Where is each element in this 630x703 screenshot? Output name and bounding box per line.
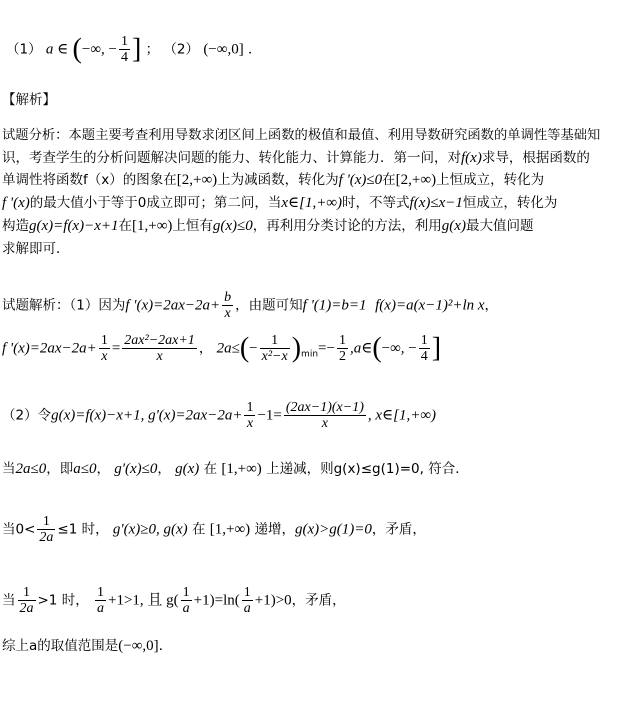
part1-label: （1） [6,41,42,58]
part2-label: （2） [163,41,200,58]
solution-line-7: 综上a的取值范围是(−∞,0]． [2,638,173,654]
fraction-1-over-a: $\frac{1}{a}$ [97,585,104,616]
solution-line-1: 试题解析：（1）因为f '(x)=2ax−2a+ $\frac{b}{x}$ ，由题可知f '(1)=b=1 f(x)=a(x−1)²+ln x， [2,290,499,321]
fraction-1-over-a-2: $\frac{1}{a}$ [182,585,190,616]
fraction-factored: $\frac{(2ax-1)(x-1)}{x}$ [285,400,364,431]
fraction-one-quarter: $\frac{1}{4}$ [121,34,128,65]
fraction-1-over-2a: $\frac{1}{2a}$ [39,514,54,545]
analysis-line-6: 求解即可． [2,241,70,257]
analysis-header: 【解析】 [2,92,56,108]
solution-line-6: 当 $\frac{1}{2a}$ >1 时， $\frac{1}{a}$ +1>1, 且 g( $\frac{1}{a}$ +1)=ln( $\frac{1}{a}$ +1)>0，矛盾， [2,585,346,616]
fraction-one-quarter-2: $\frac{1}{4}$ [420,333,428,364]
analysis-line-4: f '(x)的最大值小于等于0成立即可；第二问，当x∈[1,+∞)时，不等式f(x)≤x−1恒成立，转化为 [2,195,558,211]
part2-expr: (−∞,0] [203,41,244,58]
solution-line-4: 当2a≤0，即a≤0， g'(x)≤0， g(x) 在 [1,+∞) 上递减，则g(x)≤g(1)=0, 符合． [2,461,469,477]
fraction-one-half: $\frac{1}{2}$ [338,333,346,364]
fraction-1-over-x: $\frac{1}{x}$ [100,333,108,364]
analysis-line-2: 识，考查学生的分析问题解决问题的能力、转化能力、计算能力．第一问，对f(x)求导，根据函数的 [2,150,590,166]
fraction-1-over-2a-2: $\frac{1}{2a}$ [19,585,34,616]
solution-line-3: （2）令g(x)=f(x)−x+1, g'(x)=2ax−2a+ $\frac{1}{x}$ −1= $\frac{(2ax-1)(x-1)}{x}$ , x∈[1,+∞) [2,400,437,431]
solution-line-2: f '(x)=2ax−2a+ $\frac{1}{x}$ = $\frac{\text{2ax²−2ax+1}}{x}$ ， 2a≤(− $\frac{1}{\text{x²−x}}$ )$_{min}=-$ $\frac{1}{2}$ ,a∈(−∞, − $\frac{1}{4}$ ] [2,332,442,364]
solution-line-5: 当0< $\frac{1}{2a}$ ≤1 时， g'(x)≥0, g(x) 在 [1,+∞) 递增，g(x)>g(1)=0，矛盾， [2,514,426,545]
analysis-line-1: 试题分析：本题主要考查利用导数求闭区间上函数的极值和最值、利用导数研究函数的单调性等基础知 [2,128,601,143]
analysis-line-3: 单调性将函数f（x）的图象在[2,+∞)上为减函数，转化为f '(x)≤0在[2,+∞)上恒成立，转化为 [2,172,545,188]
fraction-b-over-x: $\frac{b}{x}$ [224,290,232,321]
fraction-derivative: $\frac{\text{2ax²−2ax+1}}{x}$ [124,333,195,364]
analysis-line-5: 构造g(x)=f(x)−x+1在[1,+∞)上恒有g(x)≤0，再利用分类讨论的方法，利用g(x)最大值问题 [2,218,534,234]
fraction-1-over-a-3: $\frac{1}{a}$ [243,585,251,616]
fraction-1-over-x2-x: $\frac{1}{\text{x²−x}}$ [261,333,288,364]
fraction-1-over-x-2: $\frac{1}{x}$ [246,400,254,431]
answer-line: （1） a ∈ (−∞, − $\frac{1}{4}$ ] ； （2） (−∞,0] ． [6,33,262,65]
